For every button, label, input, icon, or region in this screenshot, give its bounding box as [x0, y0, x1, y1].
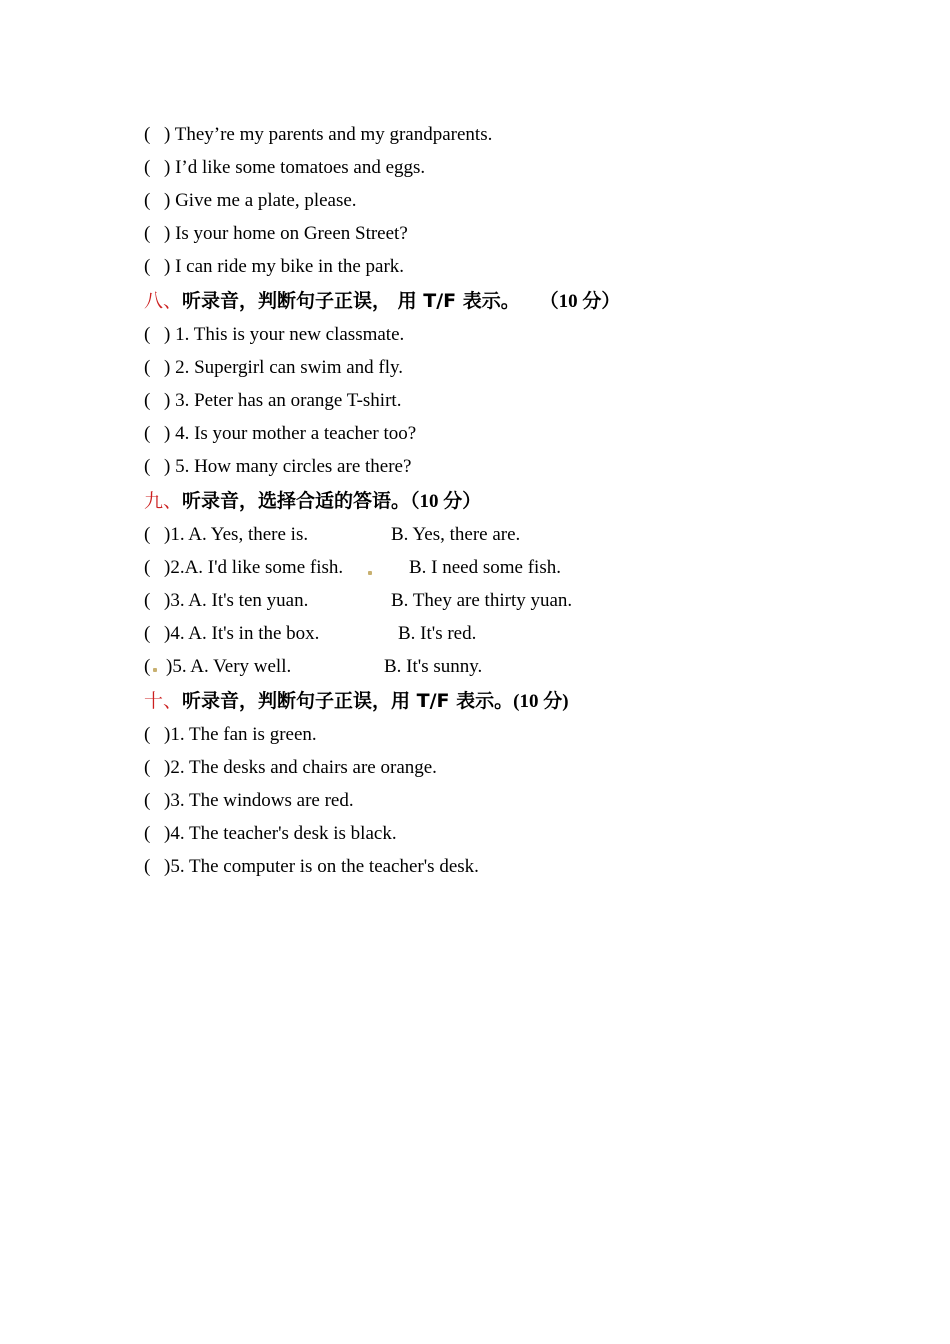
- answer-blank[interactable]: (: [144, 654, 166, 680]
- question-row: [144, 854, 479, 880]
- question-text: ) They’re my parents and my grandparents.: [164, 124, 493, 145]
- answer-blank[interactable]: (: [144, 557, 151, 578]
- question-text: ) I can ride my bike in the park.: [164, 256, 405, 277]
- answer-blank[interactable]: (: [144, 324, 151, 345]
- question-text: ) I’d like some tomatoes and eggs.: [164, 157, 426, 178]
- question-row: [144, 122, 492, 148]
- answer-blank[interactable]: (: [144, 823, 151, 844]
- answer-blank[interactable]: (: [144, 856, 151, 877]
- option-b: B. Yes, there are.: [391, 524, 521, 545]
- question-row: [144, 188, 357, 214]
- question-row: [144, 221, 408, 247]
- answer-blank[interactable]: (: [144, 357, 151, 378]
- question-text: )5. The computer is on the teacher's desk.: [164, 856, 479, 877]
- section-number: 九、: [144, 490, 183, 512]
- answer-blank[interactable]: (: [144, 524, 151, 545]
- speck-mark: [368, 571, 372, 575]
- question-row: [144, 322, 404, 348]
- option-a: )1. A. Yes, there is.: [164, 524, 309, 545]
- answer-blank[interactable]: (: [144, 623, 151, 644]
- question-text: ) 2. Supergirl can swim and fly.: [164, 357, 404, 378]
- answer-blank[interactable]: (: [144, 757, 151, 778]
- question-row: [144, 788, 354, 814]
- question-row: [144, 155, 425, 181]
- answer-blank[interactable]: (: [144, 124, 151, 145]
- answer-blank[interactable]: (: [144, 724, 151, 745]
- answer-blank[interactable]: (: [144, 157, 151, 178]
- option-b: B. It's red.: [398, 623, 477, 644]
- section-score: （10 分）: [539, 291, 621, 312]
- question-row: [144, 755, 437, 781]
- section-title: 听录音，判断句子正误，用 T/F 表示。: [182, 690, 514, 712]
- answer-blank[interactable]: (: [144, 456, 151, 477]
- choice-row: [144, 555, 704, 581]
- answer-blank[interactable]: (: [144, 256, 151, 277]
- question-text: ) Give me a plate, please.: [164, 190, 357, 211]
- option-a: )5. A. Very well.: [166, 656, 292, 677]
- question-text: ) 3. Peter has an orange T-shirt.: [164, 390, 402, 411]
- question-text: ) Is your home on Green Street?: [164, 223, 408, 244]
- choice-row: [144, 522, 704, 548]
- answer-blank[interactable]: (: [144, 423, 151, 444]
- answer-blank[interactable]: (: [144, 590, 151, 611]
- question-text: )2. The desks and chairs are orange.: [164, 757, 437, 778]
- section-number: 十、: [144, 690, 183, 712]
- section-heading: [144, 288, 620, 314]
- choice-row: [144, 588, 704, 614]
- section-score: (10 分): [513, 691, 569, 712]
- section-heading: [144, 488, 481, 514]
- question-row: [144, 421, 416, 447]
- section-title: 听录音，判断句子正误， 用 T/F 表示。: [182, 290, 520, 312]
- question-row: [144, 388, 401, 414]
- choice-row: [144, 654, 704, 680]
- answer-blank[interactable]: (: [144, 390, 151, 411]
- option-b: B. I need some fish.: [409, 557, 561, 578]
- option-b: B. They are thirty yuan.: [391, 590, 573, 611]
- section-heading: [144, 688, 569, 714]
- answer-blank[interactable]: (: [144, 190, 151, 211]
- question-text: )1. The fan is green.: [164, 724, 317, 745]
- section-number: 八、: [144, 290, 183, 312]
- question-row: [144, 454, 411, 480]
- question-text: ) 5. How many circles are there?: [164, 456, 412, 477]
- speck-mark: [153, 668, 157, 672]
- option-b: B. It's sunny.: [384, 656, 483, 677]
- section-title: 听录音，选择合适的答语。: [182, 490, 411, 512]
- choice-row: [144, 621, 704, 647]
- section-score: （10 分）: [410, 491, 482, 512]
- question-row: [144, 821, 397, 847]
- question-text: ) 1. This is your new classmate.: [164, 324, 405, 345]
- option-a: )2.A. I'd like some fish.: [164, 557, 344, 578]
- question-text: ) 4. Is your mother a teacher too?: [164, 423, 417, 444]
- option-a: )3. A. It's ten yuan.: [164, 590, 309, 611]
- answer-blank[interactable]: (: [144, 223, 151, 244]
- question-text: )4. The teacher's desk is black.: [164, 823, 397, 844]
- question-row: [144, 254, 404, 280]
- question-row: [144, 355, 403, 381]
- question-text: )3. The windows are red.: [164, 790, 354, 811]
- option-a: )4. A. It's in the box.: [164, 623, 320, 644]
- question-row: [144, 722, 317, 748]
- answer-blank[interactable]: (: [144, 790, 151, 811]
